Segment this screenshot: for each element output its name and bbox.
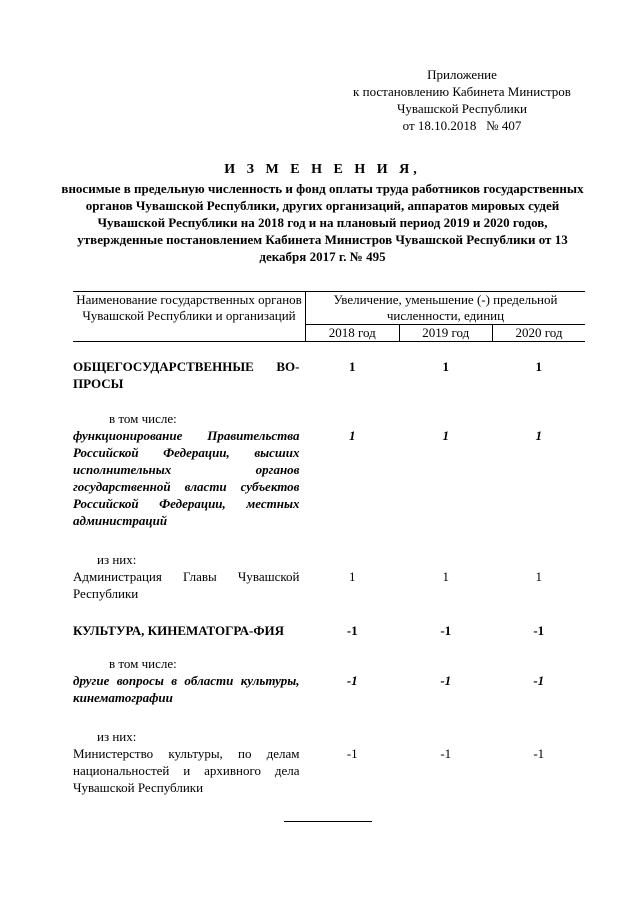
- row-value-2019: -1: [440, 622, 452, 638]
- row-value-2018: -1: [346, 672, 358, 688]
- appendix-line: к постановлению Кабинета Министров: [353, 84, 571, 99]
- table-row: [73, 568, 585, 602]
- row-label: из них:: [97, 728, 137, 744]
- document-subtitle: вносимые в предельную численность и фонд оплаты труда работников государственных органов Чувашской Республики, других организаций, аппаратов мировых судей Чувашской Республики на 2018 год и на плановый период 2019 и 2020 годов, утвержденные постановлением Кабинета Министров Чувашской Республики от 13 декабря 2017 г. № 495: [61, 181, 584, 264]
- table-row: [73, 529, 585, 568]
- column-header-year: 2019 год: [399, 325, 493, 342]
- row-label: в том числе:: [109, 410, 177, 426]
- row-value-2019: 1: [442, 568, 449, 584]
- column-header-year: 2018 год: [306, 325, 400, 342]
- row-name: ОБЩЕГОСУДАРСТВЕННЫЕ ВО-ПРОСЫ: [73, 359, 300, 391]
- row-value-2019: 1: [442, 427, 449, 443]
- table-row: [73, 706, 585, 745]
- appendix-block: [342, 66, 582, 134]
- row-value-2020: 1: [535, 359, 542, 374]
- row-name: КУЛЬТУРА, КИНЕМАТОГРА-ФИЯ: [73, 622, 285, 638]
- end-divider: [284, 821, 372, 822]
- table-row: [73, 398, 585, 427]
- row-value-2020: 1: [535, 427, 542, 443]
- appendix-date: от 18.10.2018 № 407: [402, 118, 522, 133]
- table-row: [73, 639, 585, 672]
- column-header-year: 2020 год: [493, 325, 586, 342]
- table-row: [73, 342, 585, 398]
- changes-table: [73, 291, 585, 796]
- row-name: функционирование Правительства Российской Федерации, высших исполнительных органов государственной власти субъектов Российской Федерации, местных администраций: [73, 427, 300, 528]
- appendix-line: Чувашской Республики: [396, 101, 528, 116]
- row-label: из них:: [97, 551, 137, 567]
- row-name: Администрация Главы Чувашской Республики: [73, 568, 300, 601]
- column-header-change: Увеличение, уменьшение (-) предельной численности, единиц: [306, 292, 586, 325]
- row-value-2018: 1: [349, 359, 356, 374]
- column-header-name: Наименование государственных органов Чувашской Республики и организаций: [73, 292, 306, 342]
- table-row: [73, 427, 585, 529]
- row-label: в том числе:: [109, 655, 177, 671]
- row-value-2019: -1: [440, 745, 452, 761]
- row-value-2018: 1: [349, 427, 356, 443]
- row-value-2018: -1: [346, 622, 358, 638]
- row-value-2020: -1: [533, 622, 545, 638]
- row-value-2018: -1: [346, 745, 358, 761]
- appendix-line: Приложение: [427, 67, 497, 82]
- row-name: Министерство культуры, по делам национальностей и архивного дела Чувашской Республики: [73, 745, 300, 795]
- row-value-2020: -1: [533, 745, 545, 761]
- row-value-2019: 1: [442, 359, 449, 374]
- document-heading: И З М Е Н Е Н И Я,: [224, 162, 421, 177]
- row-name: другие вопросы в области культуры, кинематографии: [73, 672, 300, 705]
- table-row: [73, 672, 585, 706]
- row-value-2019: -1: [440, 672, 452, 688]
- table-row: [73, 745, 585, 796]
- row-value-2018: 1: [349, 568, 356, 584]
- row-value-2020: 1: [535, 568, 542, 584]
- table-row: [73, 602, 585, 639]
- row-value-2020: -1: [533, 672, 545, 688]
